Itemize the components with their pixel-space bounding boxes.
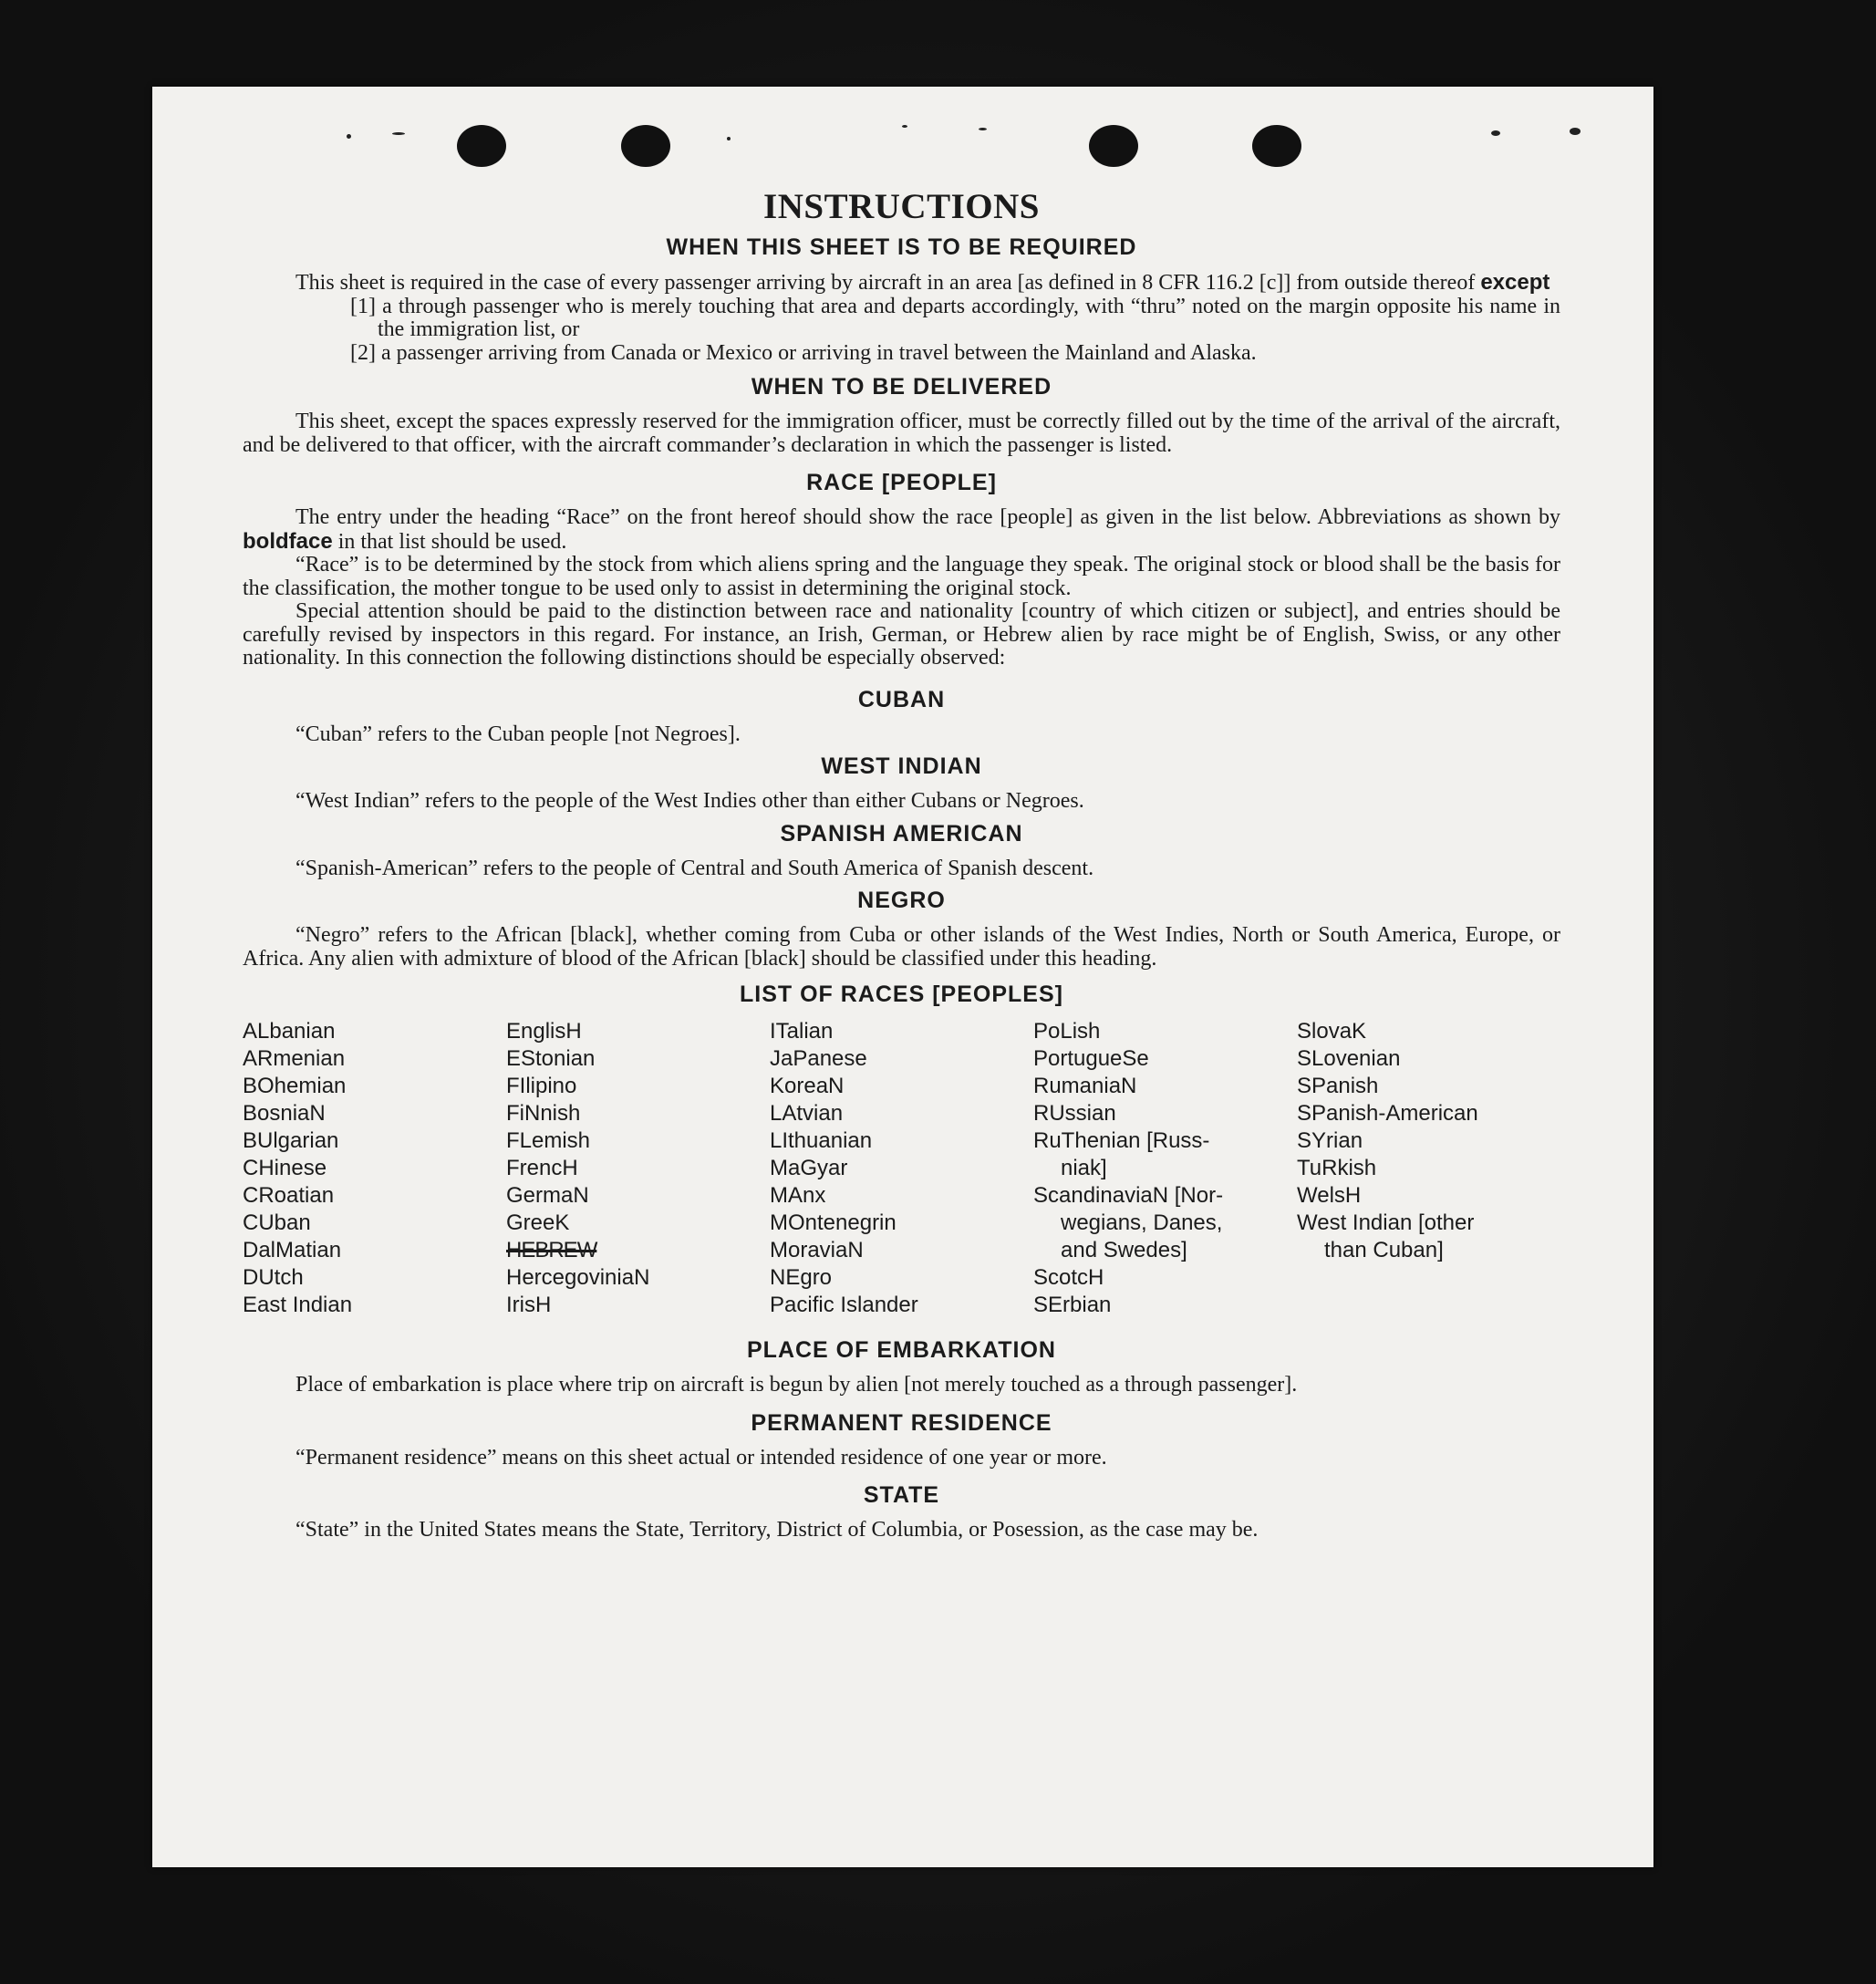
race-item: FiNnish — [506, 1101, 581, 1126]
race-item: GreeK — [506, 1210, 570, 1235]
race-item-continuation: and Swedes] — [1061, 1238, 1187, 1262]
residence-text: “Permanent residence” means on this sheet actual or intended residence of one year or more. — [295, 1445, 1107, 1470]
race-item: RuThenian [Russ- — [1033, 1128, 1210, 1153]
race-item: ScandinaviaN [Nor- — [1033, 1183, 1224, 1208]
race-item: LIthuanian — [770, 1128, 873, 1153]
races-column-3 — [770, 1018, 1033, 1319]
embarkation-text: Place of embarkation is place where trip on aircraft is begun by alien [not merely touched as a through passenger]. — [295, 1373, 1298, 1397]
race-item: FLemish — [506, 1128, 591, 1153]
section-heading-negro: NEGRO — [857, 888, 946, 913]
instructions-content — [243, 187, 1560, 1543]
race-item: ITalian — [770, 1019, 834, 1044]
races-list — [243, 1018, 1560, 1319]
race-item: SLovenian — [1297, 1046, 1401, 1071]
race-item-struck-out: HEBREW — [506, 1238, 597, 1262]
race-item: SErbian — [1033, 1293, 1112, 1317]
race-item: TuRkish — [1297, 1156, 1377, 1180]
race-item: MoraviaN — [770, 1238, 864, 1262]
page-title: INSTRUCTIONS — [763, 187, 1040, 226]
section-heading-cuban: CUBAN — [857, 686, 946, 712]
race-item: EStonian — [506, 1046, 596, 1071]
race-item: RumaniaN — [1033, 1074, 1137, 1098]
race-item: ScotcH — [1033, 1265, 1104, 1290]
race-item: MAnx — [770, 1183, 826, 1208]
race-item: HercegoviniaN — [506, 1265, 650, 1290]
section-heading-required: WHEN THIS SHEET IS TO BE REQUIRED — [666, 234, 1137, 260]
race-item: NEgro — [770, 1265, 833, 1290]
ink-speck — [979, 128, 987, 130]
section-heading-race: RACE [PEOPLE] — [806, 470, 997, 495]
negro-text: “Negro” refers to the African [black], whether coming from Cuba or other islands of the West Indies, North or South America, Europe, or Africa. Any alien with admixture of blood of the African [black] should be classified under this heading. — [243, 923, 1560, 971]
race-item: BUlgarian — [243, 1128, 339, 1153]
delivered-text: This sheet, except the spaces expressly reserved for the immigration officer, must be correctly filled out by the time of the arrival of the aircraft, and be delivered to that officer, with the aircraft commander’s declaration in which the passenger is listed. — [243, 410, 1560, 457]
race-item: ALbanian — [243, 1019, 336, 1044]
spanish-american-text: “Spanish-American” refers to the people of Central and South America of Spanish descent. — [295, 856, 1094, 880]
race-item: ARmenian — [243, 1046, 346, 1071]
race-item: SlovaK — [1297, 1019, 1367, 1044]
ink-speck — [392, 132, 405, 135]
race-item: CUban — [243, 1210, 311, 1235]
race-item: SPanish — [1297, 1074, 1379, 1098]
race-item: EnglisH — [506, 1019, 582, 1044]
race-item: CRoatian — [243, 1183, 335, 1208]
race-item: SYrian — [1297, 1128, 1363, 1153]
race-item: GermaN — [506, 1183, 589, 1208]
required-intro: This sheet is required in the case of every passenger arriving by aircraft in an area [as defined in 8 CFR 116.2 [c]] from outside thereof except — [295, 270, 1550, 295]
races-column-4 — [1033, 1018, 1297, 1319]
section-heading-embarkation: PLACE OF EMBARKATION — [747, 1337, 1056, 1363]
race-paragraph-3: Special attention should be paid to the distinction between race and nationality [country of which citizen or subject], and entries should be carefully revised by inspectors in this regard. For instance, an Irish, German, or Hebrew alien by race might be of English, Swiss, or any other nationality. In this connection the following distinctions should be especially observed: — [243, 599, 1560, 670]
race-item: RUssian — [1033, 1101, 1116, 1126]
races-column-5 — [1297, 1018, 1560, 1319]
ink-speck — [347, 134, 351, 139]
race-item: East Indian — [243, 1293, 353, 1317]
state-text: “State” in the United States means the State, Territory, District of Columbia, or Posession, as the case may be. — [295, 1518, 1259, 1542]
section-heading-spanish-american: SPANISH AMERICAN — [780, 820, 1023, 847]
race-item: IrisH — [506, 1293, 552, 1317]
races-column-2 — [506, 1018, 770, 1319]
ink-speck — [1570, 128, 1581, 135]
west-indian-text: “West Indian” refers to the people of the West Indies other than either Cubans or Negroes. — [295, 789, 1084, 813]
race-item: MaGyar — [770, 1156, 848, 1180]
races-column-1 — [243, 1018, 506, 1319]
required-item-1: [1] a through passenger who is merely touching that area and departs accordingly, with “thru” noted on the margin opposite his name in the immigration list, or — [350, 294, 1560, 341]
race-item: BOhemian — [243, 1074, 347, 1098]
required-item-2: [2] a passenger arriving from Canada or Mexico or arriving in travel between the Mainland and Alaska. — [350, 340, 1257, 365]
race-item: PortugueSe — [1033, 1046, 1149, 1071]
race-item: JaPanese — [770, 1046, 867, 1071]
section-heading-west-indian: WEST INDIAN — [821, 753, 982, 779]
race-item: KoreaN — [770, 1074, 845, 1098]
race-item-continuation: than Cuban] — [1324, 1238, 1444, 1262]
race-item: LAtvian — [770, 1101, 844, 1126]
race-item: PoLish — [1033, 1019, 1101, 1044]
race-item: Pacific Islander — [770, 1293, 918, 1317]
race-item: West Indian [other — [1297, 1210, 1475, 1235]
section-heading-delivered: WHEN TO BE DELIVERED — [751, 374, 1052, 400]
section-heading-state: STATE — [863, 1482, 940, 1508]
race-item-continuation: niak] — [1061, 1156, 1107, 1180]
race-item: BosniaN — [243, 1101, 326, 1126]
race-item: DUtch — [243, 1265, 304, 1290]
race-paragraph-2: “Race” is to be determined by the stock from which aliens spring and the language they speak. The original stock or blood shall be the basis for the classification, the mother tongue to be used only to assist in determining the original stock. — [243, 553, 1560, 600]
punch-hole — [621, 125, 670, 167]
race-item-continuation: wegians, Danes, — [1061, 1210, 1223, 1235]
punch-hole — [1089, 125, 1138, 167]
section-heading-list-of-races: LIST OF RACES [PEOPLES] — [740, 982, 1063, 1007]
race-item: DalMatian — [243, 1238, 342, 1262]
cuban-text: “Cuban” refers to the Cuban people [not Negroes]. — [295, 722, 741, 746]
race-item: FrencH — [506, 1156, 578, 1180]
ink-speck — [727, 137, 731, 140]
boldface-word: boldface — [243, 528, 333, 554]
section-heading-residence: PERMANENT RESIDENCE — [751, 1409, 1052, 1436]
race-item: SPanish-American — [1297, 1101, 1478, 1126]
race-item: MOntenegrin — [770, 1210, 897, 1235]
document-sheet — [152, 87, 1653, 1867]
punch-hole — [457, 125, 506, 167]
ink-speck — [1491, 130, 1500, 136]
required-except: except — [1480, 270, 1550, 295]
race-item: FIlipino — [506, 1074, 577, 1098]
ink-speck — [902, 125, 907, 128]
punch-hole — [1252, 125, 1301, 167]
race-item: WelsH — [1297, 1183, 1362, 1208]
race-paragraph-1: The entry under the heading “Race” on the front hereof should show the race [people] as given in the list below. Abbreviations as shown by boldface in that list should be used. — [243, 505, 1560, 554]
race-item: CHinese — [243, 1156, 327, 1180]
